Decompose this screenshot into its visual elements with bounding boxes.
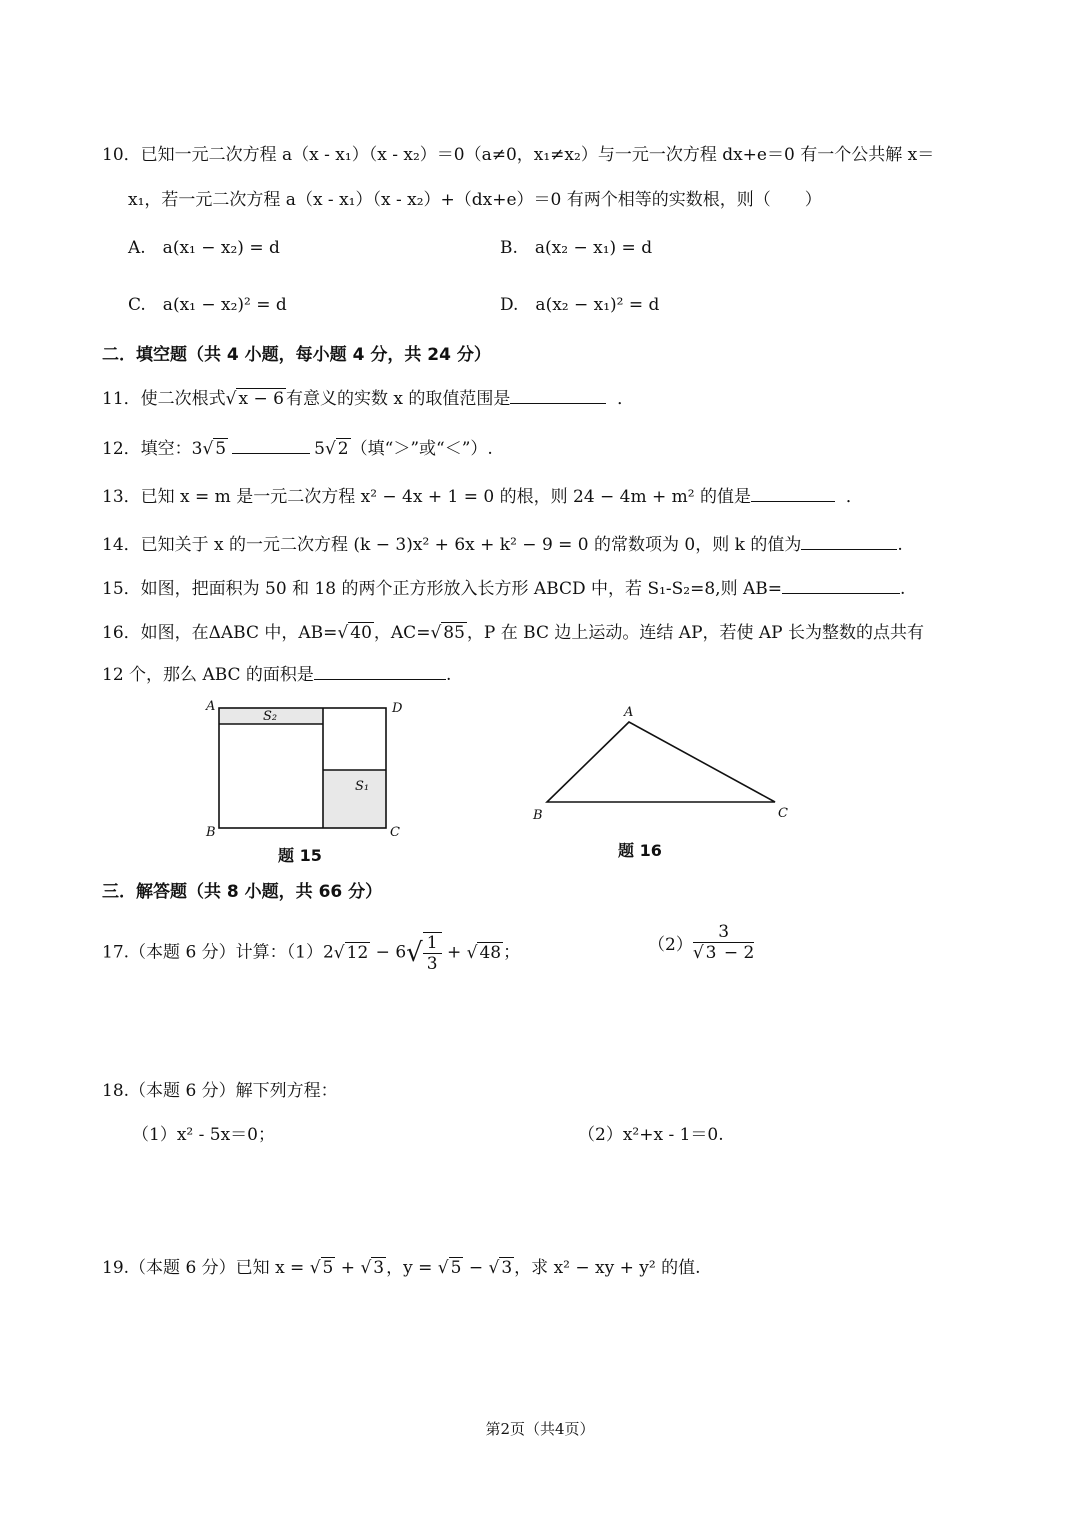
fig16-label-b: B bbox=[533, 808, 543, 823]
q15-end: . bbox=[900, 579, 906, 599]
q14-answer-blank[interactable] bbox=[801, 533, 897, 550]
q12-suffix: （填“＞”或“＜”）. bbox=[350, 439, 493, 459]
q10-line1: 10．已知一元二次方程 a（x - x₁）（x - x₂）＝0（a≠0，x₁≠x₂）与一元一次方程 dx+e＝0 有一个公共解 x＝ bbox=[102, 145, 935, 165]
q11-end: ． bbox=[617, 389, 635, 409]
fig15-label-d: D bbox=[392, 701, 403, 716]
q17-fraction-den: 3 bbox=[426, 954, 438, 974]
q19-p3: ，求 x² − xy + y² 的值. bbox=[514, 1258, 701, 1278]
q10-option-c: C. a(x₁ − x₂)² = d bbox=[128, 295, 287, 315]
q10-line2: x₁，若一元二次方程 a（x - x₁）（x - x₂）+（dx+e）＝0 有两个相等的实数根，则（ ） bbox=[128, 190, 822, 210]
q10-option-b: B. a(x₂ − x₁) = d bbox=[500, 238, 653, 258]
q19-radical-4: √ 3 bbox=[488, 1258, 513, 1278]
q17-fraction2-num: 3 bbox=[693, 922, 755, 943]
q12-radical-1: √ 5 bbox=[202, 439, 227, 459]
q12-radicand-1: 5 bbox=[215, 439, 227, 459]
fig15-label-s2: S₂ bbox=[263, 709, 278, 724]
q12-answer-blank[interactable] bbox=[232, 437, 310, 454]
q16-p1: 16．如图，在ΔABC 中，AB= bbox=[102, 623, 338, 643]
fig16-triangle-abc bbox=[547, 722, 775, 802]
q11-prefix: 11．使二次根式 bbox=[102, 389, 226, 409]
q15 bbox=[102, 574, 905, 599]
fig15-label-s1: S₁ bbox=[355, 779, 370, 794]
section2-title: 二．填空题（共 4 小题，每小题 4 分，共 24 分） bbox=[102, 345, 491, 365]
q11-suffix: 有意义的实数 x 的取值范围是 bbox=[285, 389, 511, 409]
q17-radical-3: √ 48 bbox=[466, 942, 502, 963]
q17-mid: − 6 bbox=[370, 942, 407, 963]
q18-part2: （2）x²+x - 1＝0. bbox=[578, 1125, 724, 1145]
q10-option-a: A. a(x₁ − x₂) = d bbox=[128, 238, 280, 258]
q17-prefix: 17.（本题 6 分）计算：（1）2 bbox=[102, 942, 334, 963]
q17-semi: ； bbox=[503, 942, 521, 963]
fig15-label-b: B bbox=[206, 825, 216, 840]
q17-part2 bbox=[648, 922, 754, 963]
q13-end: ． bbox=[845, 487, 863, 507]
q14-text: 14．已知关于 x 的一元二次方程 (k − 3)x² + 6x + k² − 9 = 0 的常数项为 0，则 k 的值为 bbox=[102, 535, 802, 555]
fig15-caption: 题 15 bbox=[278, 846, 322, 865]
q19-radicand-1: 5 bbox=[322, 1258, 334, 1278]
q17 bbox=[102, 932, 520, 974]
q13-text: 13．已知 x = m 是一元二次方程 x² − 4x + 1 = 0 的根，则 24 − 4m + m² 的值是 bbox=[102, 487, 752, 507]
q17-den-radical: √ 3 bbox=[692, 943, 717, 963]
fig16-caption: 题 16 bbox=[618, 841, 662, 860]
q17-radical-1: √ 12 bbox=[333, 942, 369, 963]
q11-answer-blank[interactable] bbox=[510, 387, 606, 404]
q17-fraction2-den bbox=[693, 943, 755, 963]
q19-radicand-4: 3 bbox=[501, 1258, 513, 1278]
q19-radicand-3: 5 bbox=[450, 1258, 462, 1278]
q16-line2 bbox=[102, 660, 451, 685]
q17-fraction-num: 1 bbox=[423, 933, 442, 954]
q16-radical-2: √ 85 bbox=[430, 623, 465, 643]
q14-end: . bbox=[897, 535, 903, 555]
q17-den-rest: − 2 bbox=[718, 943, 755, 963]
q12-mid: 5 bbox=[314, 439, 325, 459]
fig15-label-c: C bbox=[390, 825, 400, 840]
fig16-label-c: C bbox=[778, 806, 788, 821]
page-footer: 第2页（共4页） bbox=[485, 1420, 595, 1438]
q16-radicand-2: 85 bbox=[443, 623, 465, 643]
q19-minus: − bbox=[463, 1258, 489, 1278]
q17-radical-2: √ bbox=[406, 938, 423, 968]
q12 bbox=[102, 434, 493, 459]
q16-radicand-1: 40 bbox=[350, 623, 372, 643]
q19-radical-2: √ 3 bbox=[360, 1258, 385, 1278]
figure-15 bbox=[200, 698, 415, 840]
q11-radicand: x − 6 bbox=[238, 389, 284, 409]
q17-plus: + bbox=[441, 942, 467, 963]
q12-prefix: 12．填空：3 bbox=[102, 439, 203, 459]
q10-option-d: D. a(x₂ − x₁)² = d bbox=[500, 295, 660, 315]
q17-fraction-1 bbox=[423, 932, 442, 974]
q17-fraction-2 bbox=[693, 922, 755, 963]
q19-radicand-2: 3 bbox=[373, 1258, 385, 1278]
q16-p2: ，AC= bbox=[373, 623, 431, 643]
q11 bbox=[102, 384, 634, 409]
q19 bbox=[102, 1253, 701, 1278]
q12-radicand-2: 2 bbox=[337, 439, 349, 459]
q19-radical-3: √ 5 bbox=[437, 1258, 462, 1278]
q18-part1: （1）x² - 5x＝0； bbox=[132, 1125, 275, 1145]
q18-title: 18.（本题 6 分）解下列方程： bbox=[102, 1081, 338, 1101]
q17-part2-label: （2） bbox=[648, 935, 693, 955]
q16-line2-text: 12 个，那么 ABC 的面积是 bbox=[102, 665, 314, 685]
q13 bbox=[102, 482, 863, 507]
q16-answer-blank[interactable] bbox=[314, 663, 446, 680]
q16-p3: ，P 在 BC 边上运动。连结 AP，若使 AP 长为整数的点共有 bbox=[466, 623, 925, 643]
q17-den-radicand: 3 bbox=[705, 943, 717, 963]
q19-p1: 19.（本题 6 分）已知 x = bbox=[102, 1258, 310, 1278]
q16-radical-1: √ 40 bbox=[337, 623, 372, 643]
q17-radicand-1: 12 bbox=[346, 942, 369, 963]
q12-radical-2: √ 2 bbox=[324, 439, 349, 459]
section3-title: 三．解答题（共 8 小题，共 66 分） bbox=[102, 882, 383, 902]
q16-line1 bbox=[102, 618, 924, 643]
q13-answer-blank[interactable] bbox=[751, 485, 835, 502]
q19-p2: ，y = bbox=[386, 1258, 438, 1278]
fig15-label-a: A bbox=[206, 699, 216, 714]
q14 bbox=[102, 530, 903, 555]
q16-end: . bbox=[445, 665, 452, 685]
q19-plus: + bbox=[335, 1258, 361, 1278]
figure-16 bbox=[525, 700, 800, 825]
q15-answer-blank[interactable] bbox=[782, 577, 900, 594]
fig16-label-a: A bbox=[624, 705, 634, 720]
q11-radical: √ x − 6 bbox=[225, 389, 284, 409]
q15-text: 15．如图，把面积为 50 和 18 的两个正方形放入长方形 ABCD 中，若 S₁-S₂=8,则 AB= bbox=[102, 579, 782, 599]
q19-radical-1: √ 5 bbox=[309, 1258, 334, 1278]
q17-radicand-3: 48 bbox=[479, 942, 502, 963]
